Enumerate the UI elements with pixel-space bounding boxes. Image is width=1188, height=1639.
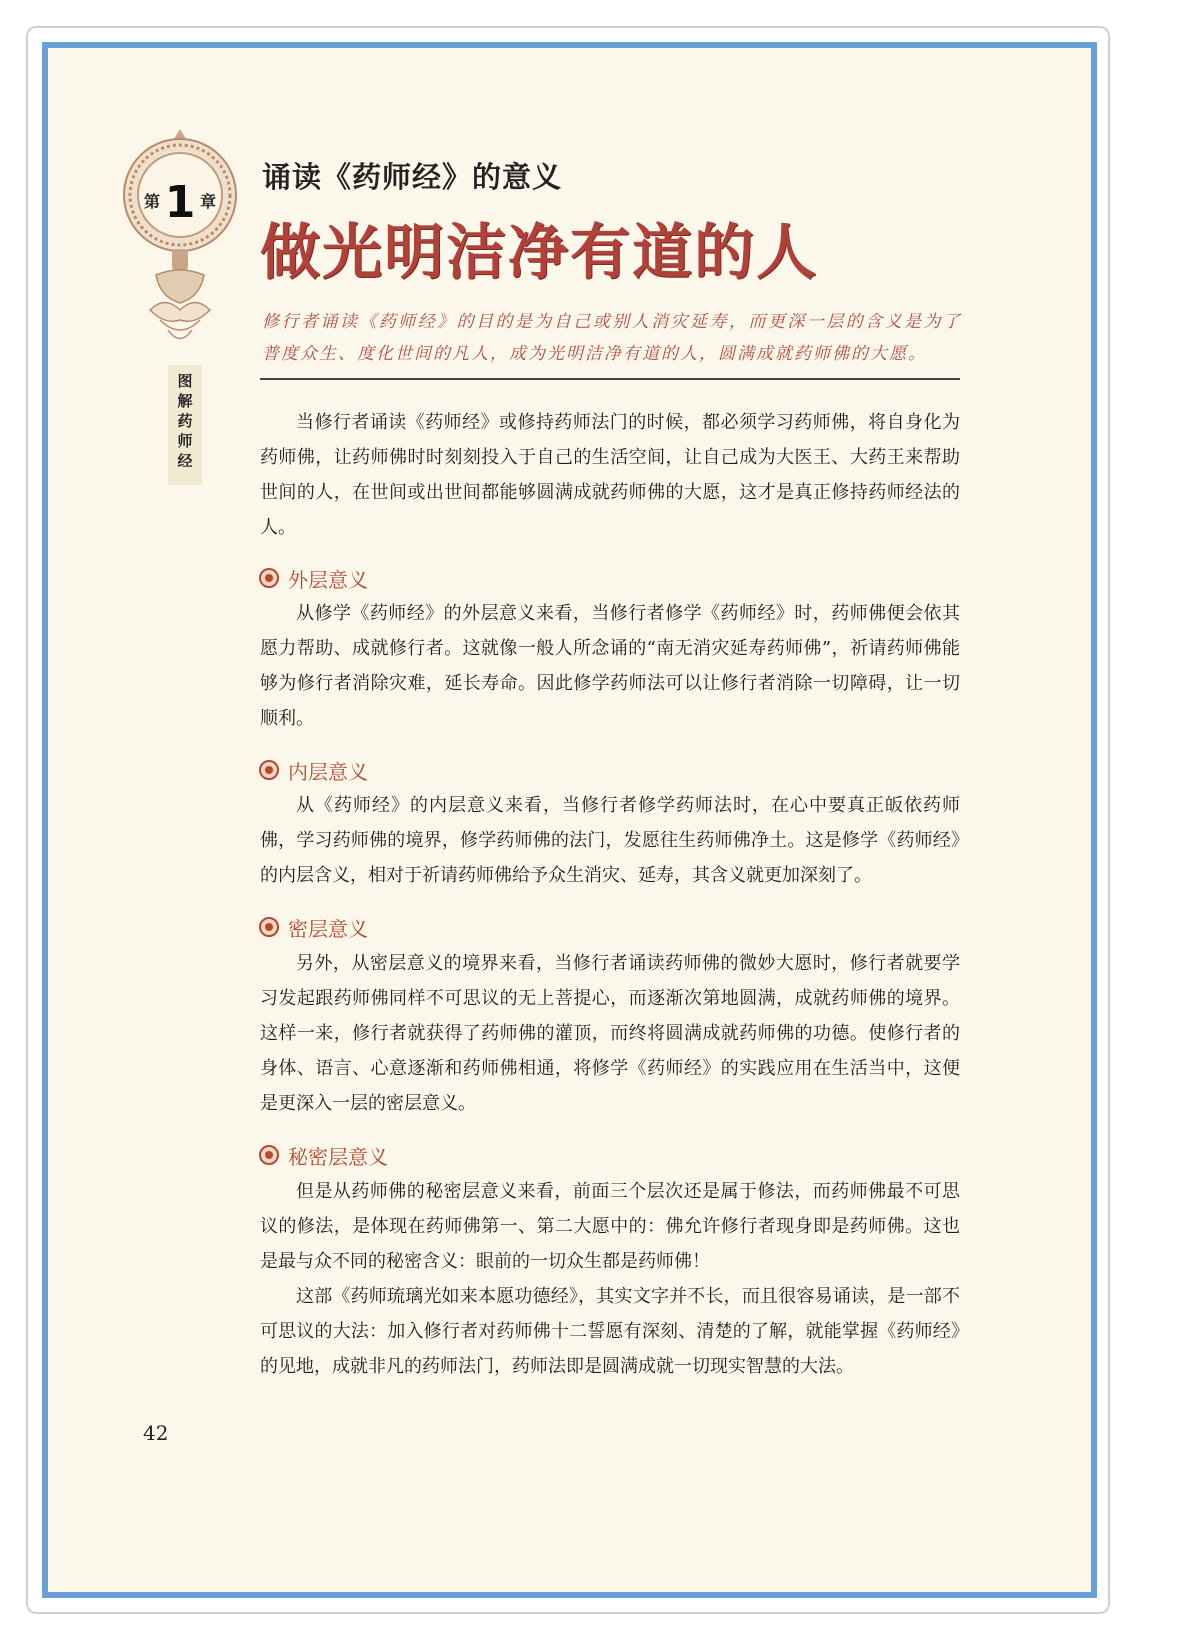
section-body [260, 788, 960, 893]
chapter-number: 1 [164, 177, 196, 228]
opening-text [260, 405, 960, 545]
chapter-suffix: 章 [199, 192, 217, 211]
section-body [260, 596, 960, 736]
section-heading-text: 密层意义 [288, 916, 368, 941]
side-tag-char: 图 [177, 372, 193, 390]
paragraph: 从修学《药师经》的外层意义来看，当修行者修学《药师经》时，药师佛便会依其愿力帮助、成就修行者。这就像一般人所念诵的“南无消灾延寿药师佛”，祈请药师佛能够为修行者消除灾难，延长寿命。因此修学药师法可以让修行者消除一切障碍，让一切顺利。 [260, 603, 960, 729]
chapter-prefix: 第 [143, 192, 161, 211]
lotus-bullet-icon [258, 1144, 280, 1166]
divider-rule [260, 378, 960, 380]
side-tag-char: 药 [177, 412, 193, 430]
side-tag-char: 师 [177, 432, 193, 450]
chapter-intro: 修行者诵读《药师经》的目的是为自己或别人消灾延寿，而更深一层的含义是为了普度众生、度化世间的凡人，成为光明洁净有道的人，圆满成就药师佛的大愿。 [262, 312, 962, 364]
page-number: 42 [143, 1421, 169, 1445]
paragraph: 另外，从密层意义的境界来看，当修行者诵读药师佛的微妙大愿时，修行者就要学习发起跟药师佛同样不可思议的无上菩提心，而逐渐次第地圆满，成就药师佛的境界。这样一来，修行者就获得了药师佛的灌顶，而终将圆满成就药师佛的功德。使修行者的身体、语言、心意逐渐和药师佛相通，将修学《药师经》的实践应用在生活当中，这便是更深入一层的密层意义。 [260, 953, 960, 1114]
side-tag-char: 解 [177, 392, 193, 410]
section-heading-text: 秘密层意义 [288, 1144, 388, 1169]
paragraph: 当修行者诵读《药师经》或修持药师法门的时候，都必须学习药师佛，将自身化为药师佛，让药师佛时时刻刻投入于自己的生活空间，让自己成为大医王、大药王来帮助世间的人，在世间或出世间都能够圆满成就药师佛的大愿，这才是真正修持药师经法的人。 [260, 412, 960, 538]
side-tag-char: 经 [177, 452, 193, 470]
section-heading [258, 912, 368, 942]
paragraph: 这部《药师琉璃光如来本愿功德经》，其实文字并不长，而且很容易诵读，是一部不可思议的大法：加入修行者对药师佛十二誓愿有深刻、清楚的了解，就能掌握《药师经》的见地，成就非凡的药师法门，药师法即是圆满成就一切现实智慧的大法。 [260, 1286, 960, 1377]
book-side-tag [168, 365, 202, 485]
section-heading [258, 1140, 388, 1170]
paragraph: 但是从药师佛的秘密层意义来看，前面三个层次还是属于修法，而药师佛最不可思议的修法，是体现在药师佛第一、第二大愿中的：佛允许修行者现身即是药师佛。这也是最与众不同的秘密含义：眼前的一切众生都是药师佛！ [260, 1181, 960, 1272]
section-heading-text: 外层意义 [288, 567, 368, 592]
chapter-subtitle: 诵读《药师经》的意义 [262, 160, 563, 194]
lotus-bullet-icon [258, 759, 280, 781]
paragraph: 从《药师经》的内层意义来看，当修行者修学药师法时，在心中要真正皈依药师佛，学习药师佛的境界，修学药师佛的法门，发愿往生药师佛净土。这是修学《药师经》的内层含义，相对于祈请药师佛给予众生消灾、延寿，其含义就更加深刻了。 [260, 795, 960, 886]
section-body [260, 946, 960, 1121]
section-heading [258, 755, 368, 785]
chapter-title: 做光明洁净有道的人 [260, 218, 818, 288]
section-heading-text: 内层意义 [288, 759, 368, 784]
section-body [260, 1174, 960, 1384]
section-heading [258, 563, 368, 593]
medallion-ornament-icon [124, 129, 236, 339]
lotus-bullet-icon [258, 916, 280, 938]
lotus-bullet-icon [258, 567, 280, 589]
chapter-medallion [120, 125, 240, 365]
